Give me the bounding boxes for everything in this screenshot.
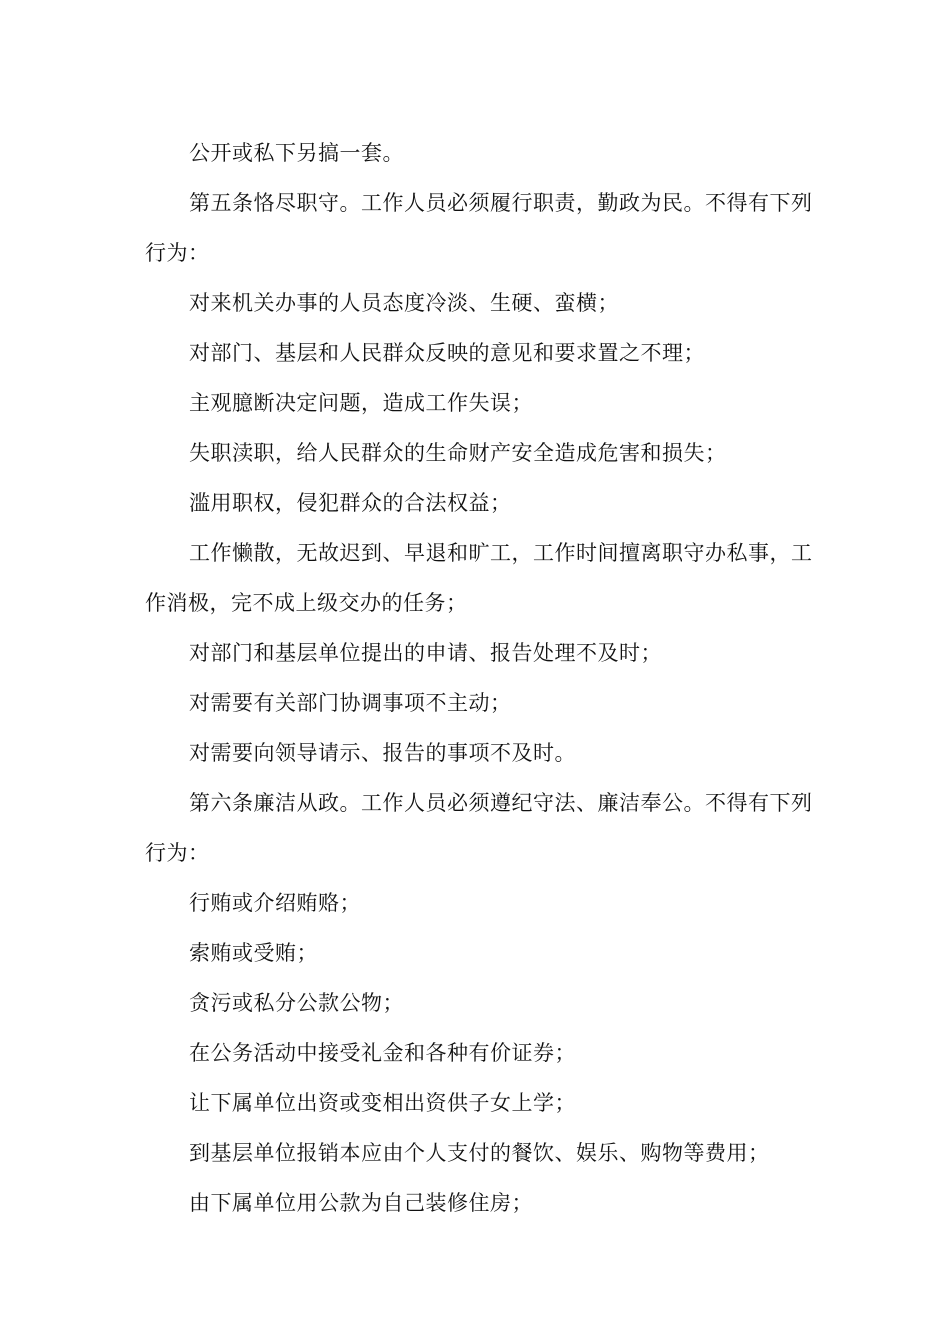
paragraph-18: 到基层单位报销本应由个人支付的餐饮、娱乐、购物等费用； (189, 1141, 770, 1165)
paragraph-17: 让下属单位出资或变相出资供子女上学； (189, 1091, 576, 1115)
paragraph-4: 对部门、基层和人民群众反映的意见和要求置之不理； (189, 341, 705, 365)
paragraph-13: 行贿或介绍贿赂； (189, 891, 361, 915)
paragraph-11: 对需要向领导请示、报告的事项不及时。 (189, 741, 576, 765)
paragraph-9: 对部门和基层单位提出的申请、报告处理不及时； (189, 641, 662, 665)
paragraph-6: 失职渎职，给人民群众的生命财产安全造成危害和损失； (189, 441, 727, 465)
paragraph-15: 贪污或私分公款公物； (189, 991, 404, 1015)
paragraph-3: 对来机关办事的人员态度冷淡、生硬、蛮横； (189, 291, 619, 315)
paragraph-5: 主观臆断决定问题，造成工作失误； (189, 391, 533, 415)
paragraph-16: 在公务活动中接受礼金和各种有价证券； (189, 1041, 576, 1065)
document-body (145, 128, 825, 1228)
paragraph-8: 工作懒散，无故迟到、早退和旷工，工作时间擅离职守办私事，工作消极，完不成上级交办的任务； (145, 541, 813, 615)
paragraph-14: 索贿或受贿； (189, 941, 318, 965)
paragraph-article-5: 第五条恪尽职守。工作人员必须履行职责，勤政为民。不得有下列行为： (145, 191, 813, 265)
paragraph-1: 公开或私下另搞一套。 (189, 141, 404, 165)
paragraph-7: 滥用职权，侵犯群众的合法权益； (189, 491, 512, 515)
paragraph-10: 对需要有关部门协调事项不主动； (189, 691, 512, 715)
paragraph-article-6: 第六条廉洁从政。工作人员必须遵纪守法、廉洁奉公。不得有下列行为： (145, 791, 813, 865)
paragraph-19: 由下属单位用公款为自己装修住房； (189, 1191, 533, 1215)
